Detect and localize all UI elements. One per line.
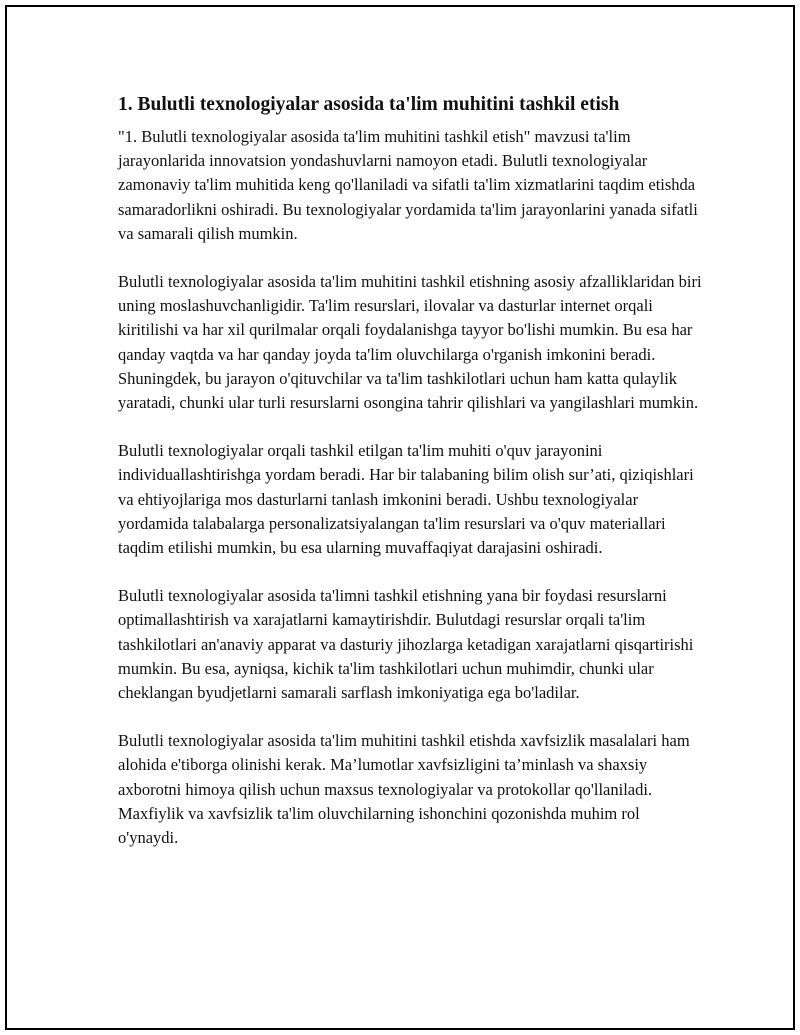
section-heading: 1. Bulutli texnologiyalar asosida ta'lim muhitini tashkil etish	[118, 94, 620, 115]
paragraph-individualization: Bulutli texnologiyalar orqali tashkil etilgan ta'lim muhiti o'quv jarayonini individuallashtirishga yordam beradi. Har bir talabaning bilim olish sur’ati, qiziqishlari va ehtiyojlariga mos dasturlarni tanlash imkonini beradi. Ushbu texnologiyalar yordamida talabalarga personalizatsiyalangan ta'lim resurslari va o'quv materiallari taqdim etilishi mumkin, bu esa ularning muvaffaqiyat darajasini oshiradi.	[118, 441, 694, 558]
paragraph-security: Bulutli texnologiyalar asosida ta'lim muhitini tashkil etishda xavfsizlik masalalari ham alohida e'tiborga olinishi kerak. Ma’lumotlar xavfsizligini ta’minlash va shaxsiy axborotni himoya qilish uchun maxsus texnologiyalar va protokollar qo'llaniladi. Maxfiylik va xavfsizlik ta'lim oluvchilarning ishonchini qozonishda muhim rol o'ynaydi.	[118, 731, 690, 848]
paragraph-cost-optimization: Bulutli texnologiyalar asosida ta'limni tashkil etishning yana bir foydasi resurslarni optimallashtirish va xarajatlarni kamaytirishdir. Bulutdagi resurslar orqali ta'lim tashkilotlari an'anaviy apparat va dasturiy jihozlarga ketadigan xarajatlarni qisqartirishi mumkin. Bu esa, ayniqsa, kichik ta'lim tashkilotlari uchun muhimdir, chunki ular cheklangan byudjetlarni samarali sarflash imkoniyatiga ega bo'ladilar.	[118, 586, 694, 703]
paragraph-intro: "1. Bulutli texnologiyalar asosida ta'lim muhitini tashkil etish" mavzusi ta'lim jarayonlarida innovatsion yondashuvlarni namoyon etadi. Bulutli texnologiyalar zamonaviy ta'lim muhitida keng qo'llaniladi va sifatli ta'lim xizmatlarini taqdim etishda samaradorlikni oshiradi. Bu texnologiyalar yordamida ta'lim jarayonlarini yanada sifatli va samarali qilish mumkin.	[118, 127, 698, 243]
paragraph-flexibility: Bulutli texnologiyalar asosida ta'lim muhitini tashkil etishning asosiy afzalliklaridan biri uning moslashuvchanligidir. Ta'lim resurslari, ilovalar va dasturlar internet orqali kiritilishi va har xil qurilmalar orqali foydalanishga tayyor bo'lishi mumkin. Bu esa har qanday vaqtda va har qanday joyda ta'lim oluvchilarga o'rganish imkonini beradi. Shuningdek, bu jarayon o'qituvchilar va ta'lim tashkilotlari uchun ham katta qulaylik yaratadi, chunki ular turli resurslarni osongina tahrir qilishlari va yangilashlari mumkin.	[118, 272, 702, 413]
document-body	[118, 92, 703, 874]
